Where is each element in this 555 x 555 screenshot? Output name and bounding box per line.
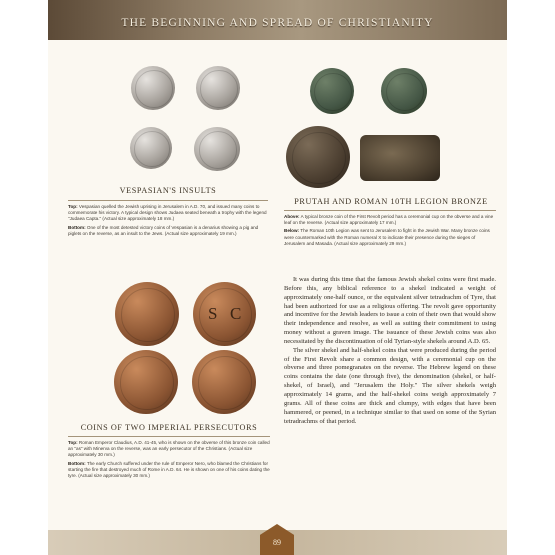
legion-coin-obverse — [286, 126, 350, 188]
prutah-coin-reverse — [381, 68, 427, 114]
body-text — [284, 276, 496, 426]
persecutors-caption: Top: Roman Emperor Claudius, A.D. 41-45, who is shown on the obverse of this bronze coin called an "as" with Minerva on the reverse, was an early persecutor of the Christians. (Actual size approximately 30 mm.) Bottom: The early Church suffered under the rule of Emperor Nero, who blamed the Christians for starting the fire that destroyed much of Rome in A.D. 64. He is shown on one of his coins dating the tyre. (Actual size approximately 30 mm.) — [68, 440, 270, 479]
persecutors-section-title: COINS OF TWO IMPERIAL PERSECUTORS — [80, 423, 258, 432]
coin-c-mark: C — [230, 304, 242, 323]
vespasian-divider — [68, 200, 268, 201]
vespasian-coin-reverse-2 — [194, 127, 240, 171]
claudius-coin-reverse — [193, 282, 256, 346]
legion-coin-countermark — [360, 135, 440, 181]
nero-coin-reverse — [192, 350, 256, 414]
vespasian-caption: Top: Vespasian quelled the Jewish uprising in Jerusalem in A.D. 70, and issued many coins to commemorate his victory. A typical design shows Judaea seated beneath a trophy with the legend "Judaea Capta." (Actual size approximately 18 mm.) Bottom: One of the most detested victory coins of Vespasian is a denarius showing a pig and piglets on the reverse, as an insult to the Jews. (Actual size approximately 19 mm.) — [68, 204, 267, 236]
coin-s-mark: S — [208, 304, 218, 323]
persecutors-divider — [68, 436, 270, 437]
vespasian-coin-obverse-1 — [131, 66, 175, 110]
page-header — [48, 0, 507, 40]
claudius-coin-obverse — [115, 282, 179, 346]
vespasian-coin-obverse-2 — [130, 127, 172, 169]
body-paragraph: The silver shekel and half-shekel coins that were produced during the period of the First Revolt share a common design, with a ceremonial cup on the obverse and three pomegranates on the reverse. The Hebrew legend on these coins contains the date (one through five), the denomination (shekel, or half-shekel, of Israel), and "Jerusalem the Holy." The silver shekels weigh approximately 14 grams, and the half-shekel coins weigh approximately 7 grams. All of these coins are thick and clumpy, with edges that have been hammered, or peened, in a technique similar to that used on some of the Syrian tetradrachms of that period. — [284, 346, 496, 425]
prutah-divider — [284, 210, 496, 211]
prutah-caption: Above: A typical bronze coin of the First Revolt period has a ceremonial cup on the obverse and a vine leaf on the reverse. (Actual size approximately 17 mm.) Below: The Roman 10th Legion was sent to Jerusalem to fight in the Jewish War. Many bronze coins were countermarked with the Roman numeral X to indicate their presence during the sieges of Jerusalem and Masada. (Actual size approximately 29 mm.) — [284, 214, 494, 246]
page-number: 89 — [273, 538, 281, 547]
body-paragraph: It was during this time that the famous Jewish shekel coins were first made. Before this, any biblical reference to a shekel indicated a weight of approximately one-half ounce, or the equivalent silver tetradrachm of Tyre, that had been authorized for use as a religious offering. The revolt gave opportunity and incentive for the Jewish leaders to issue a coin of their own that would show their independence and resolve, as well as suiting their commitment to using money without a graven image. The issuance of these Jewish coins was also necessitated by the discontinuation of old Tyrian-style shekels around A.D. 65. — [284, 276, 496, 345]
book-page — [48, 0, 507, 555]
nero-coin-obverse — [114, 350, 178, 414]
vespasian-coin-reverse-1 — [196, 66, 240, 110]
page-title: THE BEGINNING AND SPREAD OF CHRISTIANITY — [121, 17, 434, 29]
vespasian-section-title: VESPASIAN'S INSULTS — [119, 186, 217, 195]
prutah-coin-obverse — [310, 68, 354, 114]
prutah-section-title: PRUTAH AND ROMAN 10TH LEGION BRONZE — [294, 197, 488, 206]
